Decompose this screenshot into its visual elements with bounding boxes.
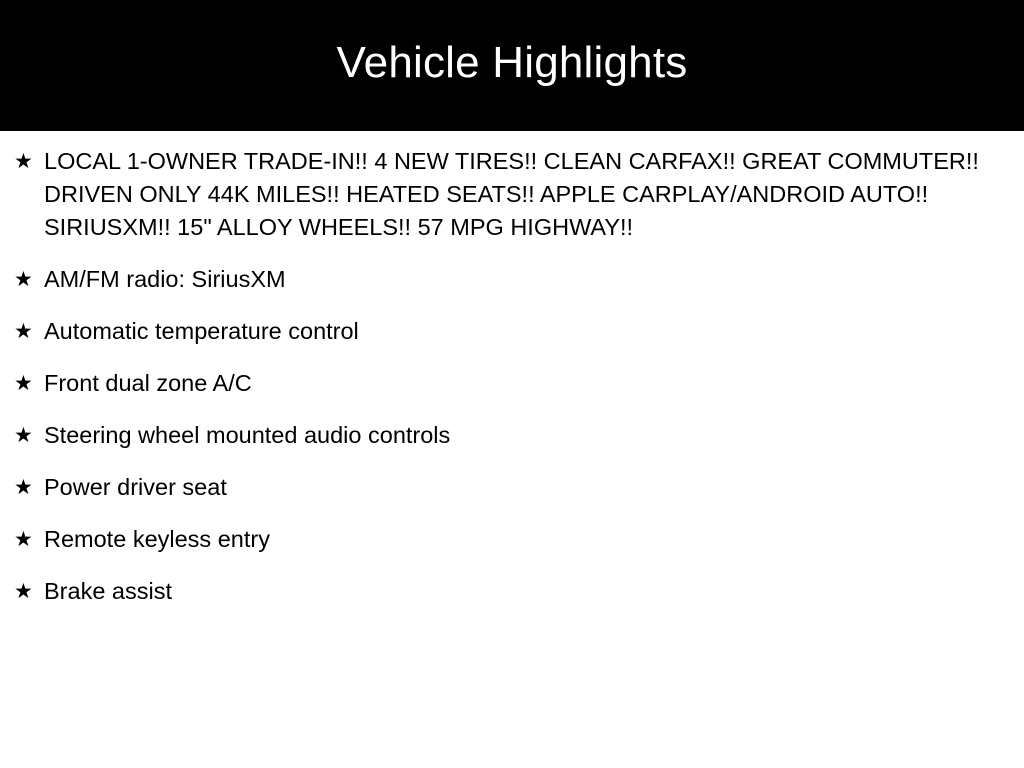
list-item [0,419,1024,452]
highlights-list [0,131,1024,608]
highlight-text: Automatic temperature control [44,318,359,344]
highlight-text: Steering wheel mounted audio controls [44,422,451,448]
list-item [0,523,1024,556]
highlight-text: LOCAL 1-OWNER TRADE-IN!! 4 NEW TIRES!! CLEAN CARFAX!! GREAT COMMUTER!! DRIVEN ONLY 44K MILES!! HEATED SEATS!! APPLE CARPLAY/ANDROID AUTO!! SIRIUSXM!! 15" ALLOY WHEELS!! 57 MPG HIGHWAY!! [44,148,986,240]
list-item [0,471,1024,504]
page-title: Vehicle Highlights [336,37,688,87]
list-item [0,315,1024,348]
list-item [0,367,1024,400]
star-bullet-icon: ★ [14,372,33,395]
star-bullet-icon: ★ [14,580,33,603]
star-bullet-icon: ★ [14,320,33,343]
highlight-text: Front dual zone A/C [44,370,252,396]
highlight-text: Brake assist [44,578,172,604]
star-bullet-icon: ★ [14,424,33,447]
star-bullet-icon: ★ [14,528,33,551]
star-bullet-icon: ★ [14,150,33,173]
highlight-text: AM/FM radio: SiriusXM [44,266,286,292]
highlight-text: Remote keyless entry [44,526,270,552]
highlight-text: Power driver seat [44,474,227,500]
list-item [0,575,1024,608]
page-header [0,0,1024,131]
star-bullet-icon: ★ [14,476,33,499]
star-bullet-icon: ★ [14,268,33,291]
list-item [0,145,1024,244]
list-item [0,263,1024,296]
